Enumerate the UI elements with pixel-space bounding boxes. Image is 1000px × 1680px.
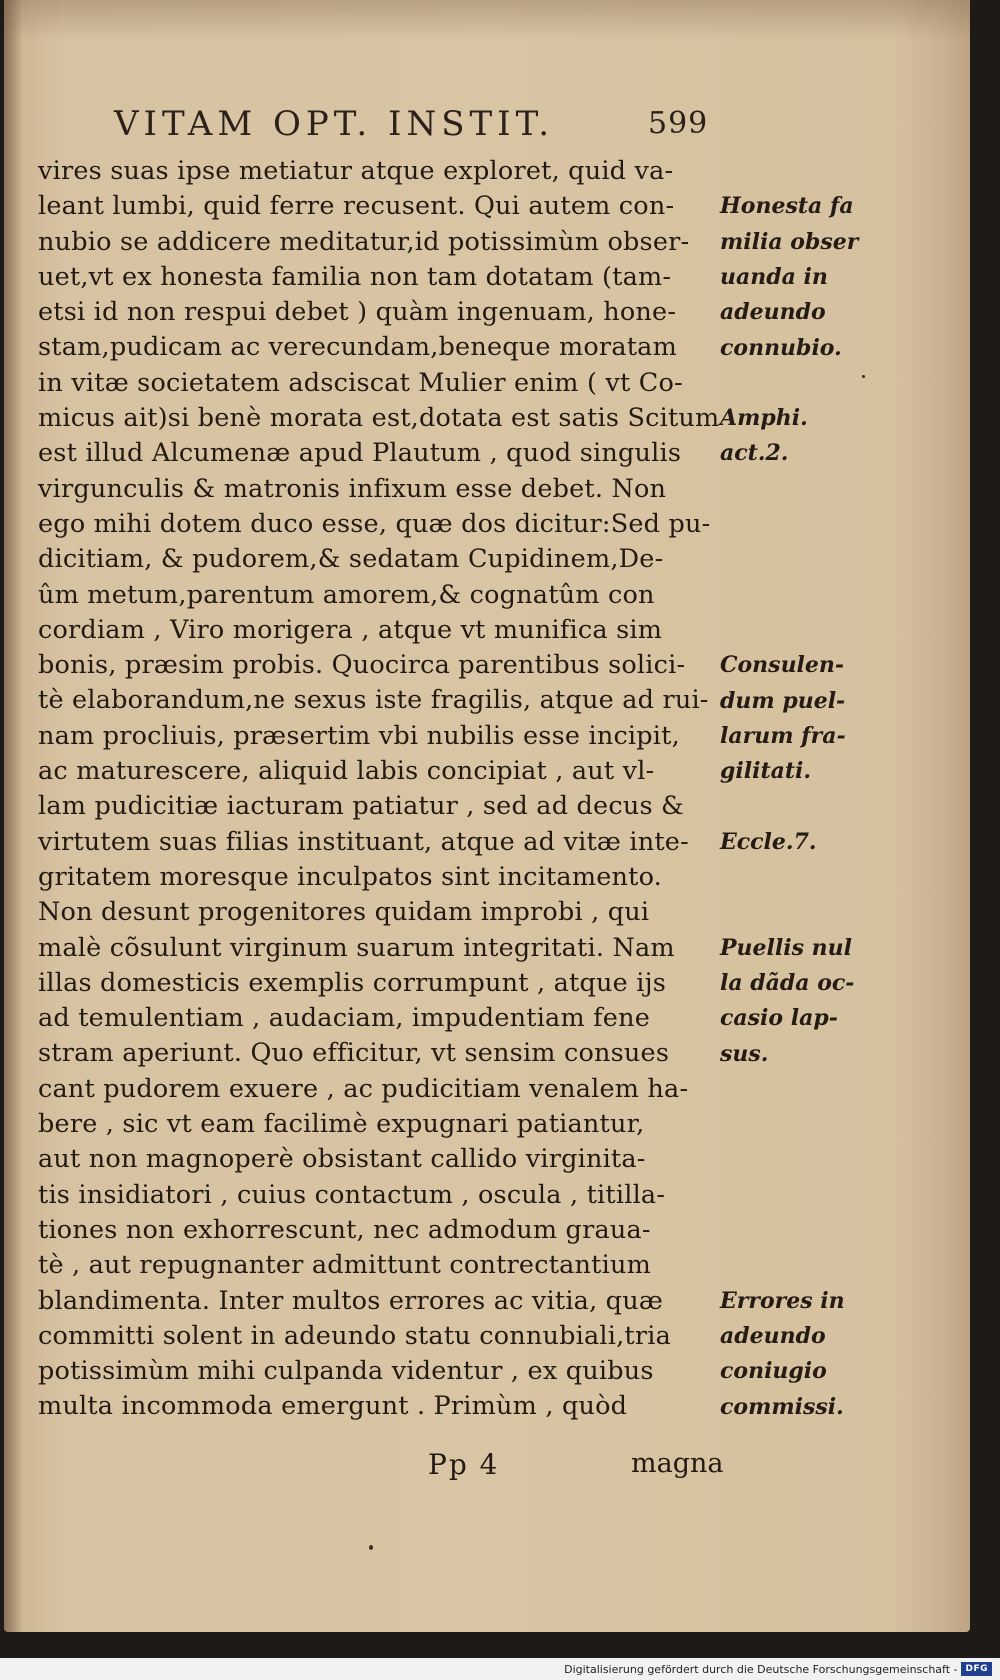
- text-line: ûm metum,parentum amorem,& cognatûm con: [38, 579, 655, 610]
- text-line: etsi id non respui debet ) quàm ingenuam, hone-: [38, 297, 677, 328]
- text-line: gritatem moresque inculpatos sint incitamento.: [38, 861, 662, 892]
- text-line: est illud Alcumenæ apud Plautum , quod singulis: [38, 438, 682, 469]
- text-line: Non desunt progenitores quidam improbi , qui: [38, 897, 650, 928]
- margin-note: adeundo: [720, 299, 826, 326]
- dfg-logo: DFG: [961, 1662, 992, 1676]
- digitization-footer: [0, 1658, 1000, 1680]
- margin-note: Amphi.: [720, 405, 808, 432]
- text-line: potissimùm mihi culpanda videntur , ex quibus: [38, 1356, 654, 1387]
- text-line: committi solent in adeundo statu connubiali,tria: [38, 1320, 672, 1351]
- signature-mark: Pp 4: [428, 1448, 500, 1481]
- text-line: illas domesticis exemplis corrumpunt , atque ijs: [38, 967, 666, 998]
- footer-credit: Digitalisierung gefördert durch die Deutsche Forschungsgemeinschaft -: [564, 1662, 958, 1676]
- text-line: tiones non exhorrescunt, nec admodum graua-: [38, 1214, 651, 1245]
- ink-speck: [369, 1545, 373, 1550]
- margin-note: sus.: [720, 1040, 769, 1067]
- text-line: bere , sic vt eam facilimè expugnari patiantur,: [38, 1109, 645, 1140]
- running-head: VITAM OPT. INSTIT.: [114, 104, 555, 144]
- text-line: bonis, præsim probis. Quocirca parentibus solici-: [38, 650, 686, 681]
- text-line: micus ait)si benè morata est,dotata est satis Scitum: [38, 403, 720, 434]
- margin-note: Honesta fa: [720, 193, 854, 220]
- text-line: dicitiam, & pudorem,& sedatam Cupidinem,De-: [38, 544, 664, 575]
- margin-note: commissi.: [720, 1393, 844, 1420]
- text-line: malè cõsulunt virginum suarum integritati. Nam: [38, 932, 675, 963]
- text-line: tè elaborandum,ne sexus iste fragilis, atque ad rui-: [38, 685, 709, 716]
- text-line: ac maturescere, aliquid labis concipiat , aut vl-: [38, 756, 655, 787]
- text-line: cant pudorem exuere , ac pudicitiam venalem ha-: [38, 1073, 689, 1104]
- margin-note: Errores in: [720, 1287, 845, 1314]
- text-line: ego mihi dotem duco esse, quæ dos dicitur:Sed pu-: [38, 508, 711, 539]
- margin-note: adeundo: [720, 1322, 826, 1349]
- page-number: 599: [648, 106, 709, 141]
- margin-note: casio lap-: [720, 1005, 838, 1032]
- body-text: [38, 154, 728, 1425]
- margin-note: la dãda oc-: [720, 969, 855, 996]
- margin-note: Puellis nul: [720, 934, 852, 961]
- margin-note: gilitati.: [720, 758, 812, 785]
- book-page: [4, 0, 970, 1632]
- margin-note: larum fra-: [720, 722, 846, 749]
- margin-note: milia obser: [720, 228, 859, 255]
- text-line: leant lumbi, quid ferre recusent. Qui autem con-: [38, 191, 675, 222]
- text-line: tè , aut repugnanter admittunt contrectantium: [38, 1250, 651, 1281]
- ink-speck: [862, 375, 865, 378]
- text-line: nam procliuis, præsertim vbi nubilis esse incipit,: [38, 720, 680, 751]
- text-line: multa incommoda emergunt . Primùm , quòd: [38, 1391, 628, 1422]
- margin-note: coniugio: [720, 1358, 827, 1385]
- text-line: virtutem suas filias instituant, atque ad vitæ inte-: [38, 826, 689, 857]
- catchword: magna: [631, 1448, 724, 1479]
- text-line: vires suas ipse metiatur atque exploret, quid va-: [38, 156, 674, 186]
- text-line: nubio se addicere meditatur,id potissimùm obser-: [38, 226, 690, 257]
- text-line: virgunculis & matronis infixum esse debet. Non: [38, 473, 667, 504]
- text-line: uet,vt ex honesta familia non tam dotatam (tam-: [38, 261, 672, 292]
- margin-note: dum puel-: [720, 687, 846, 714]
- text-line: aut non magnoperè obsistant callido virginita-: [38, 1144, 646, 1175]
- margin-note: act.2.: [720, 440, 789, 467]
- text-line: stram aperiunt. Quo efficitur, vt sensim consues: [38, 1038, 670, 1069]
- text-line: stam,pudicam ac verecundam,beneque moratam: [38, 332, 677, 363]
- margin-note: uanda in: [720, 263, 828, 290]
- margin-note: connubio.: [720, 334, 842, 361]
- text-line: in vitæ societatem adsciscat Mulier enim ( vt Co-: [38, 367, 683, 398]
- margin-note: Consulen-: [720, 652, 845, 679]
- text-line: tis insidiatori , cuius contactum , oscula , titilla-: [38, 1179, 666, 1210]
- margin-note: Eccle.7.: [720, 828, 817, 855]
- text-line: ad temulentiam , audaciam, impudentiam fene: [38, 1003, 650, 1034]
- text-line: lam pudicitiæ iacturam patiatur , sed ad decus &: [38, 791, 684, 822]
- text-line: blandimenta. Inter multos errores ac vitia, quæ: [38, 1285, 663, 1316]
- text-line: cordiam , Viro morigera , atque vt munifica sim: [38, 614, 663, 645]
